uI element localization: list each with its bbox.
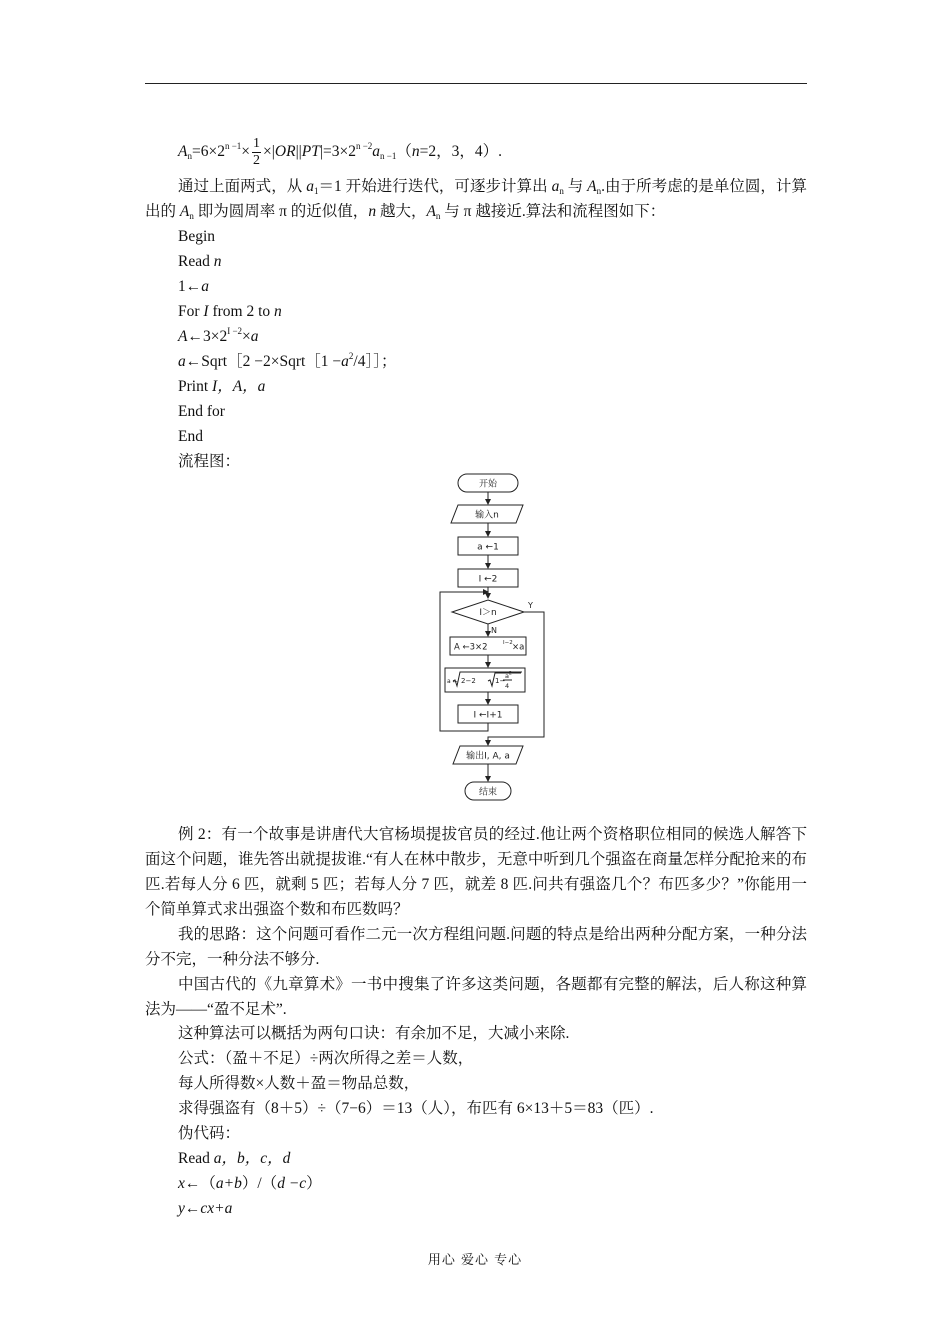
flow-calc-a-inner: 1− xyxy=(495,677,506,685)
flow-calc-a-lhs: a ← xyxy=(447,678,458,685)
code-calc-A: $A\leftarrow 3\times 2^{I -2}\times a$ xyxy=(178,326,259,345)
code-endfor: End for xyxy=(178,403,225,420)
formula-line: $A_n=6\times 2^{n -1}\times$ $\frac{1}{2}$ $\times|OR||PT|=3\times 2^{n -2}a_{n -1}(n=2$，3，4）. xyxy=(178,136,503,168)
formula-people-line: 公式：（盈＋不足）÷两次所得之差＝人数， xyxy=(178,1050,474,1067)
flow-increment-text: I ←I+1 xyxy=(473,710,503,721)
history-paragraph: 中国古代的《九章算术》一书中搜集了许多这类问题，各题都有完整的解法，后人称这种算法为——“盈不足术”. xyxy=(145,976,807,1018)
pseudocode-label: 伪代码： xyxy=(178,1125,241,1142)
mnemonic-line: 这种算法可以概括为两句口诀：有余加不足，大减小来除. xyxy=(178,1025,570,1042)
flow-yes-label: Y xyxy=(528,601,533,610)
code-init-a: 1←a xyxy=(178,278,209,295)
flow-end-text: 结束 xyxy=(478,787,498,798)
flow-calc-A-tail: ×a xyxy=(512,642,525,653)
code-read: Read n xyxy=(178,253,222,270)
example2-paragraph: 例 2：有一个故事是讲唐代大官杨埙提拔官员的经过.他让两个资格职位相同的候选人解答下面这个问题，谁先答出就提拔谁.“有人在林中散步，无意中听到几个强盗在商量怎样分配抢来的布匹.若每人分 6 匹，就剩 5 匹；若每人分 7 匹，就差 8 匹.问共有强盗几个？布匹多少？”你能用一个简单算式求出强盗个数和布匹数吗？ xyxy=(145,826,807,918)
flow-calc-A-text: A ←3×2 xyxy=(454,642,488,653)
flow-assign-a-text: a ←1 xyxy=(477,542,499,553)
flow-calc-a-expr: 2−2 xyxy=(461,677,476,685)
flow-calc-a-num: a xyxy=(505,672,509,680)
thinking-paragraph: 我的思路：这个问题可看作二元一次方程组问题.问题的特点是给出两种分配方案，一种分法分不完，一种分法不够分. xyxy=(145,926,807,968)
code-print: Print I，A，a xyxy=(178,378,266,395)
flow-calc-A-exp: I−2 xyxy=(503,640,513,646)
code-read-vars: Read a，b，c，d xyxy=(178,1150,291,1167)
flow-calc-a-num-exp: 2 xyxy=(509,671,512,677)
flowchart-label: 流程图： xyxy=(178,453,241,470)
flowchart xyxy=(430,470,560,806)
flow-assign-i-text: I ←2 xyxy=(478,574,498,585)
flow-input-text: 输入n xyxy=(475,510,499,521)
code-end: End xyxy=(178,428,203,445)
result-line: 求得强盗有（8＋5）÷（7−6）＝13（人），布匹有 6×13＋5＝83（匹）. xyxy=(178,1100,654,1117)
code-for: For I from 2 to n xyxy=(178,303,282,320)
flow-calc-a-den: 4 xyxy=(505,682,510,690)
intro-paragraph: 通过上面两式，从 $a_1=1$ 开始进行迭代，可逐步计算出 $a_n$ 与 $A_n$.由于所考虑的是单位圆，计算出的 $A_n$ 即为圆周率 π 的近似值，n 越大，$A_n$ 与 π 越接近.算法和流程图如下： xyxy=(145,178,807,221)
code-calc-y: y←cx+a xyxy=(178,1200,233,1217)
code-calc-x: x←（a+b）/（d −c） xyxy=(178,1175,322,1192)
code-calc-a: a←Sqrt［2 −2×Sqrt［1 $-a^2/4]]$； xyxy=(178,351,397,370)
page-footer: 用心 爱心 专心 xyxy=(427,1253,523,1268)
flow-decision-text: I＞n xyxy=(479,608,497,618)
header-rule xyxy=(145,83,807,84)
fraction-half: $\frac{1}{2}$ xyxy=(253,136,261,168)
flow-output-text: 输出I, A, a xyxy=(466,751,510,762)
flow-start-text: 开始 xyxy=(478,479,498,490)
formula-total-line: 每人所得数×人数＋盈＝物品总数， xyxy=(178,1075,420,1092)
flow-no-label: N xyxy=(491,626,497,635)
code-begin: Begin xyxy=(178,228,216,245)
